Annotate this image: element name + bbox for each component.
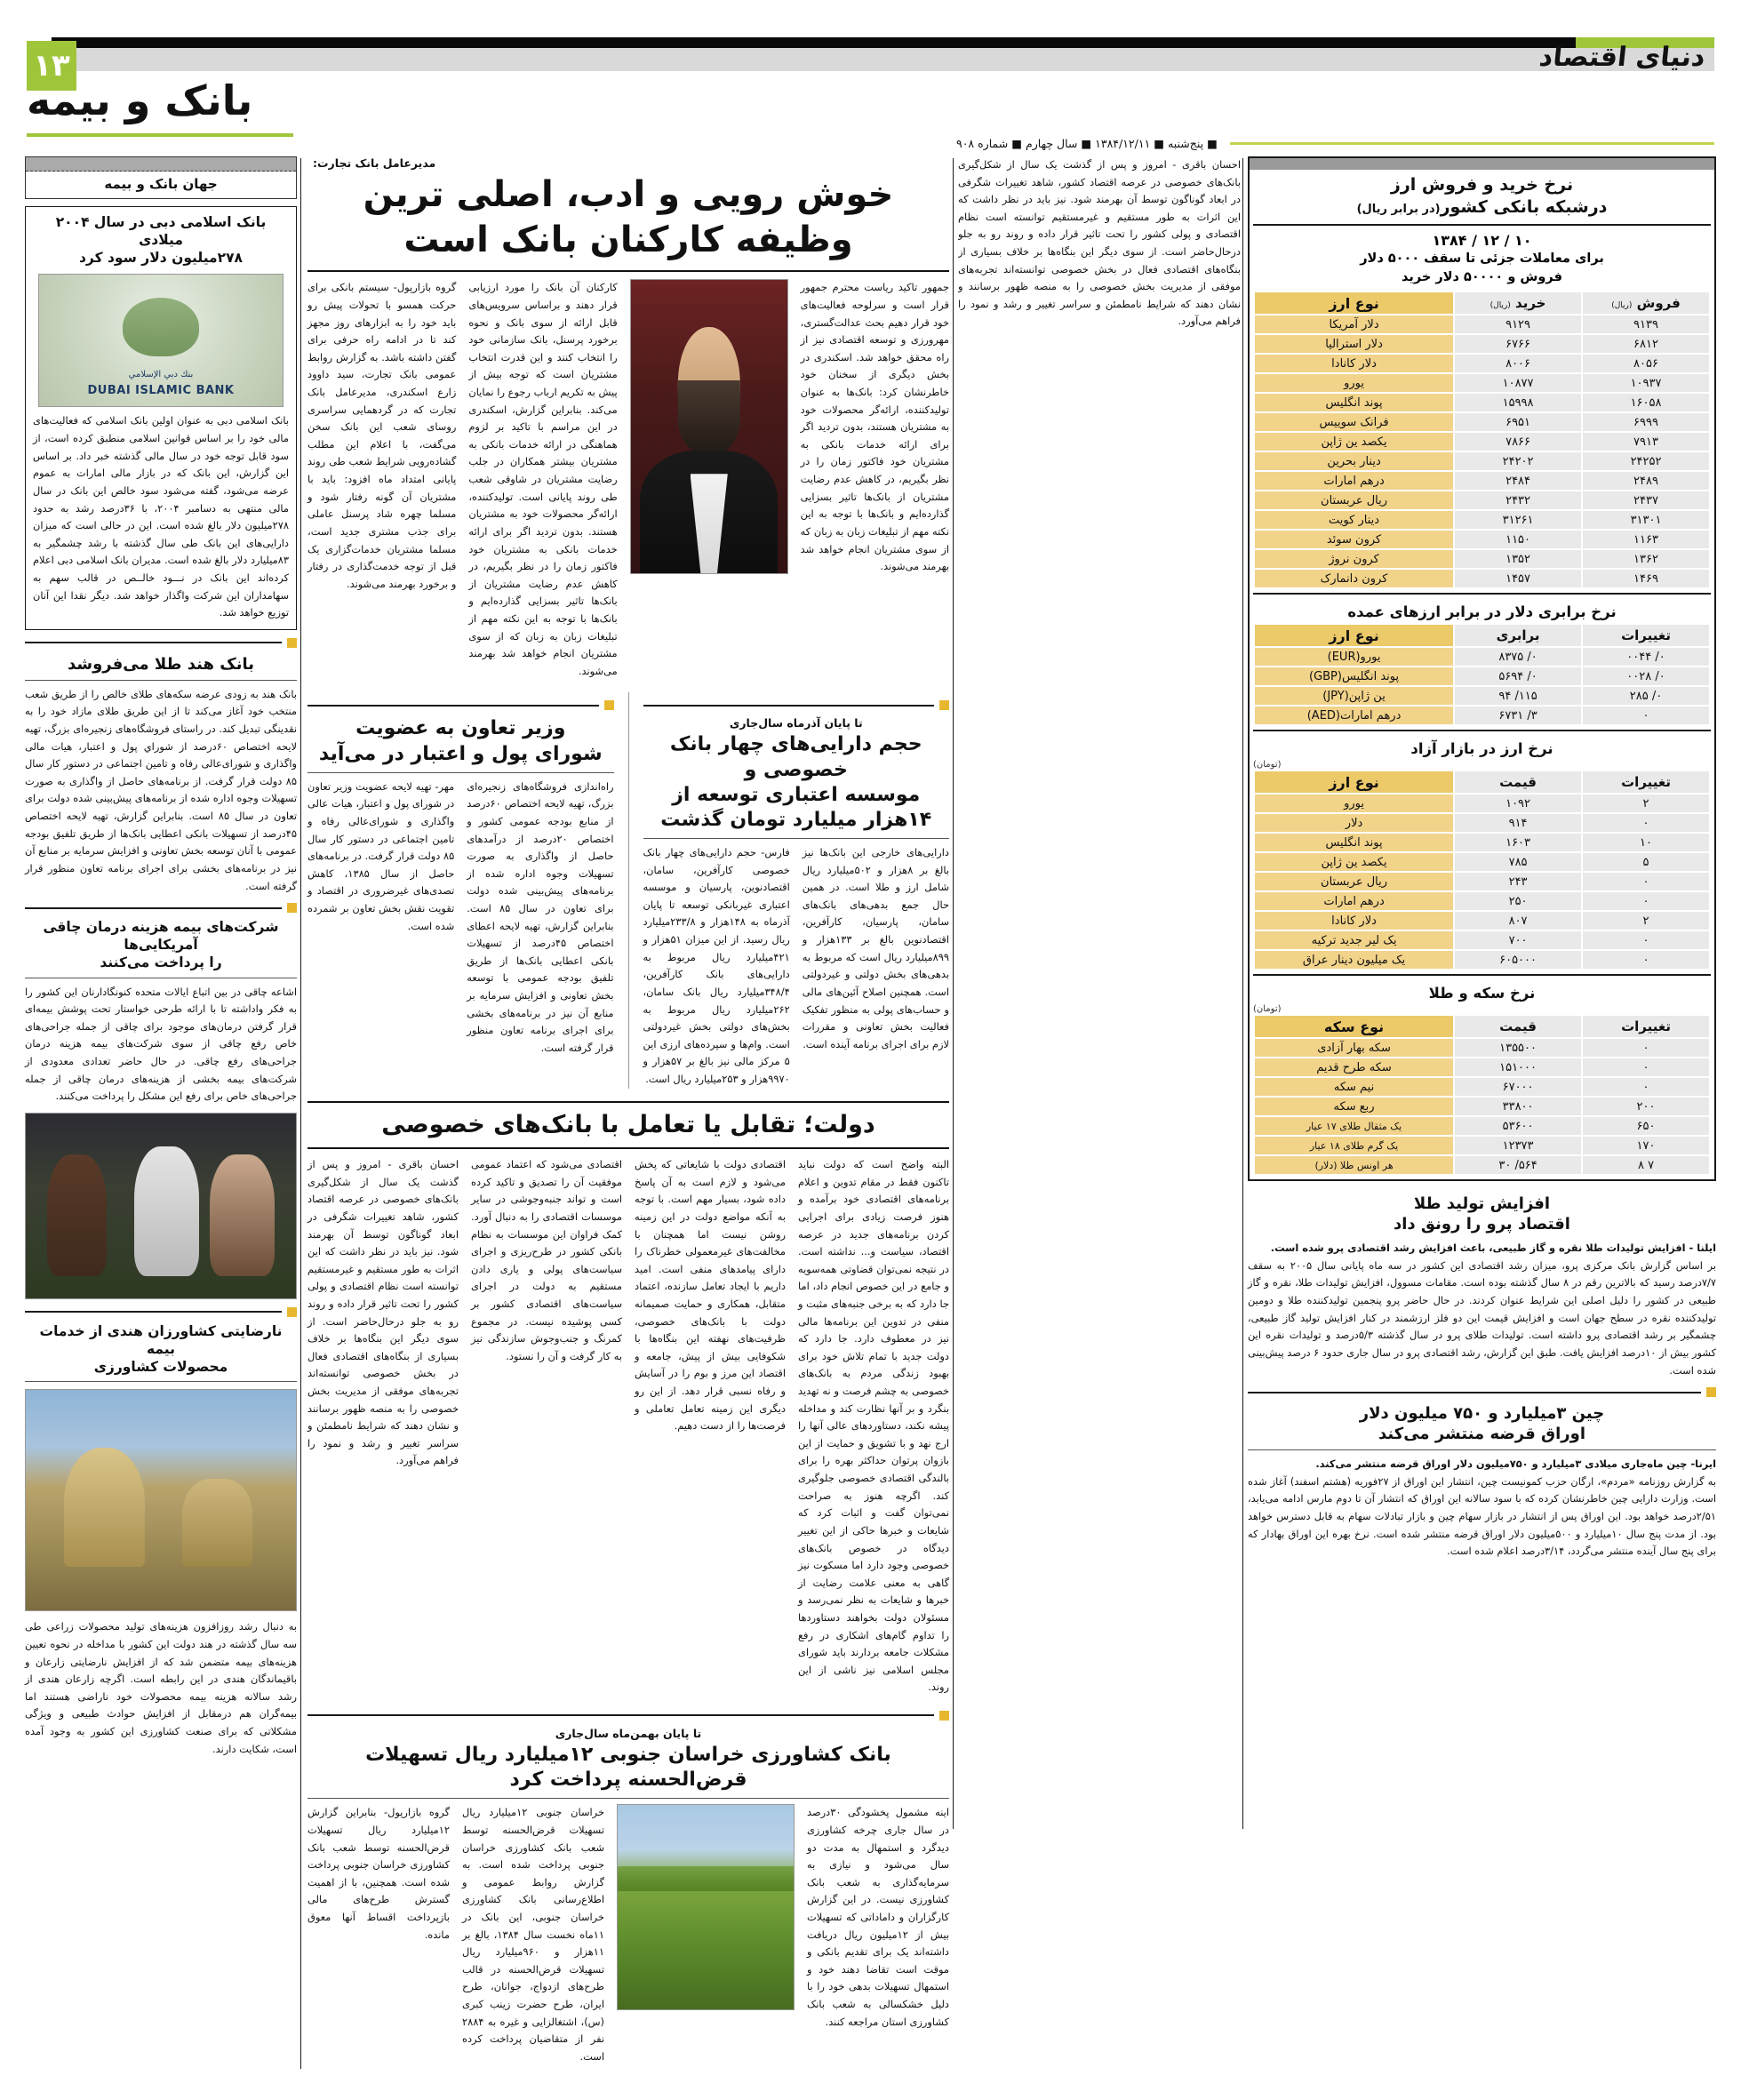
table-row (1255, 413, 1709, 431)
divider-left-6 (25, 1381, 297, 1382)
section-underline (27, 133, 293, 137)
cell-name: یورو (1255, 794, 1453, 812)
panel-separator (1253, 224, 1711, 226)
cell-change: ۰/ ۰۰۲۸ (1583, 667, 1709, 685)
cell-sell: ۶۹۹۹ (1583, 413, 1709, 431)
left-article-dib-headline-1: بانک اسلامی دبی در سال ۲۰۰۴ میلادی (55, 214, 267, 248)
cell-name: پوند انگلیس (1255, 834, 1453, 851)
cell-price: ۲۵۰ (1455, 892, 1581, 910)
cell-change: ۰ (1583, 873, 1709, 890)
divider-left-3 (25, 903, 297, 913)
table-row (1255, 1039, 1709, 1057)
table-row (1255, 834, 1709, 851)
divider-line (307, 705, 599, 707)
cell-change: ۵ (1583, 853, 1709, 871)
cell-sell: ۷۹۱۳ (1583, 433, 1709, 451)
article-peru-lead: ایلنا - افزایش تولیدات طلا نقره و گاز طبیعی، باعث افزایش رشد اقتصادی پرو شده است. (1270, 1242, 1716, 1255)
table-row (1255, 853, 1709, 871)
cell-sell: ۳۱۳۰۱ (1583, 511, 1709, 529)
left-article-farmers-headline-1: نارضایتی کشاورزان هندی از خدمات بیمه (39, 1322, 283, 1357)
cell-price: ۷۰۰ (1455, 931, 1581, 949)
cell-change: ۶۵۰ (1583, 1117, 1709, 1135)
currency-rates-note (1253, 250, 1711, 291)
cell-change: ۰ (1583, 1078, 1709, 1096)
free-market-title: نرخ ارز در بازار آزاد (1410, 740, 1553, 758)
cell-name: یک مثقال طلای ۱۷ عیار (1255, 1117, 1453, 1135)
cell-price: ۱۵۱۰۰۰ (1455, 1058, 1581, 1076)
cell-price: ۱۰۹۲ (1455, 794, 1581, 812)
cell-price: ۱۶۰۳ (1455, 834, 1581, 851)
photo-haystack-2 (182, 1479, 252, 1567)
divider-left-1 (25, 638, 297, 648)
photo-person-3 (210, 1154, 275, 1276)
parity-rows (1255, 648, 1709, 724)
article-peru-headline-1: افزایش تولید طلا (1413, 1194, 1551, 1214)
dib-arabic-name: بنك دبي الإسلامي (128, 370, 194, 380)
currency-rates-title-line1: نرخ خرید و فروش ارز (1390, 175, 1574, 195)
divider-center-2 (643, 838, 950, 839)
left-article-dib (25, 206, 297, 630)
center-column (307, 156, 949, 2065)
header-sell: فروش (ریال) (1583, 292, 1709, 314)
cell-change: ۰ (1583, 892, 1709, 910)
cell-change: ۲۰۰ (1583, 1098, 1709, 1115)
article-assets-col2: دارایی‌های خارجی این بانک‌ها نیز بالغ بر ۸هزار و ۵۰۲میلیارد ریال شامل ارز و طلا است. در همین حال جمع بدهی‌های بانک‌های سامان، پارسیان، کارآفرین، اقتصادنوین بالغ بر ۱۳۳هزار و ۸۹۹میلیارد ریال است که مربوط به بدهی‌های بخش دولتی و غیردولتی است. همچنین اصلاح آئین‌های مالی و حساب‌های پولی به منظور تفکیک فعالیت بخش تعاونی و مقررات لازم برای اجرای برنامه آینده است. (802, 846, 949, 1050)
cell-name: یک لیر جدید ترکیه (1255, 931, 1453, 949)
feature-col3: اقتصادی می‌شود که اعتماد عمومی موفقیت آن را تصدیق و تاکید کرده است و تواند جنبه‌وجوشی در سایر موسسات اقتصادی را به دنبال آورد. کمک فراوان این موسسات به نظام بانکی کشور در طرح‌ریزی و اجرای سیاست‌های پولی و یاری دادن مستقیم به دولت در اجرای سیاست‌های اقتصادی کشور بر کسی پوشیده نیست. در مجموع کمرنگ و جنب‌وجوش سازندگی نیز به کار گرفت و آن را نستود. (471, 1158, 622, 1362)
cell-parity: ۳/ ۶۷۳۱ (1455, 707, 1581, 724)
right-continuation-text: احسان باقری - امروز و پس از گذشت یک سال از شکل‌گیری بانک‌های خصوصی در عرصه اقتصاد کشور، شاهد تغییرات شگرفی در ابعاد گوناگون توسط آن بهرمند شود. نیز باید در نظر داشت که این اثرات به طور مستقیم و غیرمستقیم توانسته است نظام اقتصادی و پولی کشور را تحت تاثیر قرار داده و روند رو به جلو درحال‌حاضر است. از سوی دیگر این بنگاه‌ها بر خلاف بسیاری از بنگاه‌های اقتصادی فعال در بخش خصوصی توانسته‌اند تجربه‌های موفقی از مدیریت بخش خصوصی را به منصه ظهور برسانند و نشان دهند که شرایط نامطمئن و سراسر تغییر و رشد و نمود را فراهم می‌آورد. (958, 158, 1241, 328)
cell-sell: ۱۱۶۳ (1583, 531, 1709, 548)
cell-buy: ۲۴۸۴ (1455, 472, 1581, 490)
cell-buy: ۷۸۶۶ (1455, 433, 1581, 451)
bullet-square-icon (287, 903, 297, 913)
left-article-obesity-headline-2: را پرداخت می‌کنند (100, 954, 222, 970)
wheat-field-photo (617, 1804, 795, 2010)
cell-price: ۷۸۵ (1455, 853, 1581, 871)
table-row (1255, 315, 1709, 333)
divider-line (25, 907, 282, 909)
cell-name: ریال عربستان (1255, 873, 1453, 890)
table-row (1255, 394, 1709, 411)
rates-sidebar (1248, 156, 1716, 1561)
cell-sell: ۲۴۸۹ (1583, 472, 1709, 490)
header-currency-type: نوع ارز (1255, 625, 1453, 646)
left-article-farmers-body: به دنبال رشد روزافزون هزینه‌های تولید محصولات زراعی طی سه سال گذشته در هند دولت این کشور با مداخله در نحوه تعیین هزینه‌های بیمه متضمن شد که از افزایش نارضایتی زارعان و باقیماندگان هندی در این رابطه است. اگرچه زارعان هندی از رشد سالانه هزینه بیمه محصولات خود ناراضی هستند اما بیمه‌گران هم درمقابل از افزایش حوادث طبیعی و ویژگی مشکلاتی که برای صنعت کشاورزی این کشور به وجود آمده است، شکایت دارند. (25, 1620, 297, 1755)
currency-buy-sell-table (1253, 291, 1711, 589)
table-row (1255, 531, 1709, 548)
cell-name: هر اونس طلا (دلار) (1255, 1156, 1453, 1174)
left-section-box (25, 156, 297, 199)
cell-sell: ۱۶۰۵۸ (1583, 394, 1709, 411)
left-article-dib-body: بانک اسلامی دبی به عنوان اولین بانک اسلامی که فعالیت‌های مالی خود را بر اساس قوانین اسلامی منطبق کرده است، از سود قابل توجه خود در سال مالی گذشته خبر داد. بر اساس این گزارش، این بانک که در بازار مالی امارات به عموم عرضه می‌شود، گفته می‌شود سود خالص این بانک در سال مالی منتهی به دسامبر ۲۰۰۴، با ۳۶درصد رشد به حدود ۲۷۸میلیون دلار بالغ شده است. این در حالی است که میزان دارایی‌های این بانک طی سال گذشته با رشد چشمگیر به ۸۳میلیارد دلار بالغ شده است. مدیران بانک اسلامی دبی اعلام کرده‌اند این بانک در نـــود خالــص در قالب سهم به سهامداران این شرکت واگذار خواهد شد. دیگر نقدا این آنان توزیع خواهد شد. (33, 414, 289, 619)
divider-bottom-1 (307, 1711, 949, 1721)
page-number: ۱۳ (27, 41, 76, 91)
dib-bank-photo (38, 274, 284, 407)
article-minister-col1: مهر- تهیه لایحه عضویت وزیر تعاون در شورای پول و اعتبار، هیات عالی واگذاری و شورای‌عالی رفاه و تامین اجتماعی در دستور کار سال ۸۵ دولت قرار گرفت. در برنامه‌های حاصل از سال ۱۳۸۵، کاهش تصدی‌های غیرضروری در اقتصاد و تقویت نقش بخش تعاون بر شمرده شده است. (307, 779, 455, 932)
table-row (1255, 1137, 1709, 1154)
table-row (1255, 452, 1709, 470)
rule-left-center (300, 158, 301, 2069)
left-section-bar (26, 157, 296, 172)
table-row (1255, 570, 1709, 587)
table-row (1255, 335, 1709, 353)
feature-col2: اقتصادی دولت با شایعاتی که پخش می‌شود و لازم است به آن پاسخ داده شود، بسیار مهم است. با توجه به آنکه مواضع دولت در این زمینه روشن نیست اما همچنان با مخالفت‌های غیرمعمولی خطرناک را دارای پیامدهای منفی است. امید داریم با ایجاد تعامل سازنده، اعتماد متقابل، همکاری و حمایت صمیمانه دولت با بانک‌های خصوصی، ظرفیت‌های نهفته این بنگاه‌ها با شکوفایی بیش از پیش، جامعه و اقتصاد این مرز و بوم را در آسایش و رفاه نسبی قرار دهد. از این رو دیگری این زمینه تعامل تعاملی و فرصت‌ها را از دست دهیم. (635, 1158, 786, 1433)
feature-col4: احسان باقری - امروز و پس از گذشت یک سال از شکل‌گیری بانک‌های خصوصی در عرصه اقتصاد کشور، شاهد تغییرات شگرفی در ابعاد گوناگون توسط آن بهرمند شود. نیز باید در نظر داشت که این اثرات به طور مستقیم و غیرمستقیم توانسته است نظام اقتصادی و پولی کشور را تحت تاثیر قرار داده و روند رو به جلو درحال‌حاضر است. از سوی دیگر این بنگاه‌ها بر خلاف بسیاری از بنگاه‌های اقتصادی فعال در بخش خصوصی توانسته‌اند تجربه‌های موفقی از مدیریت بخش خصوصی را به منصه ظهور برسانند و نشان دهند که شرایط نامطمئن و سراسر تغییر و رشد و نمود را فراهم می‌آورد. (307, 1158, 459, 1467)
cell-name: کرون نروژ (1255, 550, 1453, 568)
cell-name: درهم امارات (1255, 892, 1453, 910)
cell-change: ۱۷۰ (1583, 1137, 1709, 1154)
cell-name: درهم امارات(AED) (1255, 707, 1453, 724)
cell-change: ۰ (1583, 1058, 1709, 1076)
header-coin-type: نوع سکه (1255, 1016, 1453, 1037)
cell-sell: ۲۴۲۵۲ (1583, 452, 1709, 470)
table-row (1255, 648, 1709, 666)
bullet-square-icon (287, 638, 297, 648)
article-minister-col2: راه‌اندازی فروشگاه‌های زنجیره‌ای بزرگ، تهیه لایحه اختصاص ۶۰درصد از منابع بودجه عمومی کشور و اختصاص ۲۰درصد از درآمدهای حاصل از واگذاری به صورت تسهیلات وجوه اداره شده از برنامه‌های پیش‌بینی شده دولت برای تعاون در سال ۸۵ است. بنابراین گزارش، تهیه لایحه اعطای اختصاص ۴۵درصد از تسهیلات بانکی اعطایی بانک‌ها از طریق تلفیق بودجه عمومی با توسعه بخش تعاونی و افزایش سرمایه بر منابع آن نیز در برنامه‌های بخشی برای اجرای برنامه تعاون منظور قرار گرفته است. (467, 779, 614, 1054)
left-article-dib-headline-2: ۲۷۸میلیون دلار سود کرد (78, 249, 244, 266)
coin-title: نرخ سکه و طلا (1428, 985, 1536, 1002)
cell-price: ۳۳۸۰۰ (1455, 1098, 1581, 1115)
cell-name: ین ژاپن(JPY) (1255, 687, 1453, 705)
cell-change: ۰/ ۰۰۴۴ (1583, 648, 1709, 666)
masthead-gray-bar (52, 48, 1714, 71)
portrait-beard (677, 380, 739, 457)
article-assets-headline-1: حجم دارایی‌های چهار بانک خصوصی و (669, 733, 922, 781)
left-article-india-gold-body: بانک هند به زودی عرضه سکه‌های طلای خالص را از طریق شعب منتخب خود آغاز می‌کند تا از این طریق طلای مازاد خود را به نقدینگی تبدیل کند. در راستای فروشگاه‌های زنجیره‌ای بزرگ، تهیه لایحه اختصاص ۶۰درصد از شوراي پول و اعتبار، هیات مالی واگذاری و شورای‌عالی رفاه و تامین اجتماعی در دستور کار سال ۸۵ دولت قرار گرفت. از برنامه‌های حاصل از واگذاری به صورت تسهیلات وجوه اداره شده از برنامه‌های پیش‌بینی شده دولت برای تعاون در سال ۸۵ است. بنابراین گزارش، تهیه لایحه اختصاص ۴۵درصد از تسهیلات بانکی اعطایی بانک‌ها از طریق تلفیق بودجه عمومی با آنان توسعه بخش تعاونی و افزایش سرمایه بر منابع آن نیز در برنامه‌های بخشی برای اجرای برنامه تعاون منظور قرار گرفته است. (25, 687, 297, 892)
divider-left-2 (25, 680, 297, 681)
bullet-square-icon (939, 700, 949, 710)
panel-separator-4 (1253, 974, 1711, 976)
bottom-article-col1: اینه مشمول پخشودگی ۳۰درصد در سال جاری چرخه کشاورزی دیدگرد و استمهال به مدت دو سال می‌شود و نیازی به سرمایه‌گذاری به شعب بانک کشاورزی نیست. در این گزارش کارگزاران و داماداتی که تسهیلات بیش از ۱۲میلیون ریال دریافت داشته‌اند یک برای تقدیم بانکی و موقت است تقاضا دهند خود و استمهال تسهیلات بدهی خود را با دلیل خشکسالی به شعب بانک کشاورزی استان مراجعه کنند. (807, 1806, 949, 2028)
cell-change: ۲ (1583, 794, 1709, 812)
cell-change: ۰ (1583, 814, 1709, 832)
table-row (1255, 687, 1709, 705)
panel-top-bar (1250, 158, 1714, 170)
cell-sell: ۱۰۹۳۷ (1583, 374, 1709, 392)
ceo-portrait-photo (630, 279, 788, 574)
divider-center-1 (643, 700, 950, 710)
cell-sell: ۱۳۶۲ (1583, 550, 1709, 568)
divider-line (25, 1311, 282, 1313)
cell-change: ۰ (1583, 707, 1709, 724)
main-article-col1: گروه بازارپول- سیستم بانکی برای حرکت همسو با تحولات پیش رو باید خود را به ابزارهای روز مجهز کند تا در ادامه راه حرفی برای گفتن داشته باشد. به گزارش روابط عمومی بانک تجارت، سید داوود زارع اسکندری، مدیرعامل بانک تجارت که در گردهمایی سراسری روسای شعب این بانک سخن می‌گفت، با اعلام این مطلب گشاده‌رویی شرایط شعب طی روند پایانی امتداد ماه افزود: باید با مشتریان آن گونه رفتار شود و مسلما چهره شاد پرسنل عاملی برای جذب مشتری جدید است، مسلما مشتریان خدمات‌گزاری یک قبل از توجه خدمت‌گذاری در رفتار و برخورد بهرمند می‌شوند. (307, 281, 457, 590)
cell-name: کرون سوئد (1255, 531, 1453, 548)
cell-name: یکصد ین ژاپن (1255, 433, 1453, 451)
header-price: قیمت (1455, 771, 1581, 793)
main-article-headline: خوش رویی و ادب، اصلی ترین وظیفه کارکنان بانک است (363, 174, 894, 261)
divider-far-1 (1248, 1387, 1716, 1397)
currency-rates-title (1253, 170, 1711, 220)
cell-change: ۰ (1583, 951, 1709, 969)
panel-separator-2 (1253, 593, 1711, 595)
cell-parity: ۱۱۵/ ۹۴ (1455, 687, 1581, 705)
cell-buy: ۱۱۵۰ (1455, 531, 1581, 548)
left-article-farmers-headline-2: محصولات کشاورزی (93, 1358, 228, 1375)
cell-change: ۲ (1583, 912, 1709, 930)
panel-separator-3 (1253, 730, 1711, 731)
rule-center-right (953, 158, 954, 1829)
divider-line (25, 642, 282, 643)
coin-unit: (تومان) (1253, 1004, 1282, 1015)
main-article-rule (307, 270, 949, 272)
table-row (1255, 511, 1709, 529)
cell-buy: ۱۴۵۷ (1455, 570, 1581, 587)
cell-price: ۵۳۶۰۰ (1455, 1117, 1581, 1135)
article-peru-headline-2: اقتصاد پرو را رونق داد (1394, 1215, 1570, 1234)
cell-sell: ۲۴۳۷ (1583, 491, 1709, 509)
cell-name: دلار کانادا (1255, 912, 1453, 930)
cell-name: دینار بحرین (1255, 452, 1453, 470)
cell-price: ۱۲۳۷۳ (1455, 1137, 1581, 1154)
article-china-bonds (1248, 1403, 1716, 1561)
cell-price: ۱۳۵۵۰۰ (1455, 1039, 1581, 1057)
rule-right-far (1242, 158, 1243, 1829)
cell-name: سکه طرح قدیم (1255, 1058, 1453, 1076)
bullet-square-icon (939, 1711, 949, 1721)
farmers-photo (25, 1389, 297, 1611)
bottom-article-col2: خراسان جنوبی ۱۲میلیارد ریال تسهیلات قرض‌الحسنه توسط شعب بانک کشاورزی خراسان جنوبی پرداخت شده است. به گزارش روابط عمومی و اطلاع‌رسانی بانک کشاورزی خراسان جنوبی، این بانک در ۱۱ماه نخست سال ۱۳۸۴، بالغ بر ۱۱هزار و ۹۶۰میلیارد ریال تسهیلات قرض‌الحسنه در قالب طرح‌های ازدواج، جوانان، طرح ایران، طرح حضرت زینب کبری (س)، اشتغالزایی و غیره به ۲۸۸۴ نفر از متقاضیان پرداخت کرده است. (462, 1806, 605, 2063)
bottom-article-col3: گروه بازارپول- بنابراین گزارش ۱۲میلیارد ریال تسهیلات قرض‌الحسنه توسط شعب بانک کشاورزی خراسان جنوبی پرداخت شده است. همچنین، با از اهمیت گسترش طرح‌های مالی بازپرداخت اقساط آنها معوق مانده. (307, 1806, 450, 1941)
currency-rates-title-line2: درشبکه بانکی کشور (1440, 197, 1608, 218)
cell-change: ۰/ ۲۸۵ (1583, 687, 1709, 705)
cell-name: پوند انگلیس(GBP) (1255, 667, 1453, 685)
cell-price: ۲۴۳ (1455, 873, 1581, 890)
masthead-black-bar (52, 37, 1576, 48)
table-row (1255, 667, 1709, 685)
table-row (1255, 1058, 1709, 1076)
table-row (1255, 1117, 1709, 1135)
cell-change: ۰ (1583, 1039, 1709, 1057)
cell-buy: ۳۱۲۶۱ (1455, 511, 1581, 529)
cell-parity: ۰/ ۸۳۷۵ (1455, 648, 1581, 666)
free-market-unit: (تومان) (1253, 760, 1282, 771)
currency-rows (1255, 315, 1709, 587)
cell-buy: ۶۷۶۶ (1455, 335, 1581, 353)
table-header-row (1255, 1016, 1709, 1037)
header-change: تغییرات (1583, 771, 1709, 793)
table-row (1255, 472, 1709, 490)
table-row (1255, 912, 1709, 930)
currency-rates-title-unit: (در برابر ریال) (1356, 203, 1441, 217)
main-article-col2: کارکنان آن بانک را مورد ارزیابی قرار دهند و براساس سرویس‌های قابل ارائه از سوی بانک و نحوه برخورد پرسنل، بانک سازمانی خود را انتخاب کنند و این قدرت انتخاب مشتریان است که توجه بیش از پیش به تکریم ارباب رجوع را نمایان می‌کند. بنابراین گزارش، اسکندری در این مراسم با تاکید بر لزوم هماهنگی در ارائه خدمات بانکی به مشتریان بیشتر همکاران در جلب رضایت مشتریان در شاوقی شعب طی روند پایانی است. تولیدکننده، ارائه‌گر محصولات خود به مشتریان هستند. بدون تردید اگر برای ارائه خدمات بانکی به مشتریان خود فاکتور زمان را در نظر بگیریم، در کاهش عدم رضایت مشتریان از بانک‌ها تاثیر بسزایی گذارده‌ایم و بانک‌ها با توجه به این نکته مهم از تبلیغات زبان به زبان که از سوی مشتریان انجام خواهد شد بهرمند می‌شوند. (468, 281, 618, 677)
cell-buy: ۱۳۵۲ (1455, 550, 1581, 568)
feature-rule-top (307, 1101, 949, 1103)
cell-name: کرون دانمارک (1255, 570, 1453, 587)
cell-name: دلار کانادا (1255, 355, 1453, 372)
article-peru-gold (1248, 1194, 1716, 1379)
article-china-body: به گزارش روزنامه «مردم»، ارگان حزب کمونیست چین، انتشار این اوراق از ۲۷فوریه (هشتم اسفند) آغاز شده است. وزارت دارایی چین خاطرنشان کرده که با سود سالانه این اوراق که انتشار آن تا دوم مارس ادامه می‌یابد، ۲/۵۱درصد خواهد بود. این اوراق پس از انتشار در بازار سهام چین و بازار تبادلات سهام به قابل دسترس خواهد بود. از مدت پنج سال ۱۰میلیارد و ۵۰۰میلیون دلار اوراق قرضه منتشر شده است. نرخ بهره این اوراق بهادار که برای پنج سال آینده منتشر می‌گردد، ۳/۱۴درصد اعلام شده است. (1248, 1474, 1716, 1558)
coin-rows (1255, 1039, 1709, 1174)
article-assets-kicker: تا پایان آذرماه سال‌جاری (729, 716, 863, 731)
header-change: تغییرات (1583, 1016, 1709, 1037)
left-section-label: جهان بانک و بیمه (104, 176, 218, 192)
coin-gold-table (1253, 1014, 1711, 1176)
header-parity: برابری (1455, 625, 1581, 646)
cell-name: دلار (1255, 814, 1453, 832)
cell-change: ۱۰ (1583, 834, 1709, 851)
article-china-lead: ایرنا- چین ماه‌جاری میلادی ۳میلیارد و ۷۵۰میلیون دلار اوراق قرضه منتشر می‌کند. (1315, 1457, 1716, 1471)
divider-center-3 (307, 700, 614, 710)
left-article-obesity-headline-1: شرکت‌های بیمه هزینه درمان چاقی آمریکایی‌ها (43, 919, 279, 953)
divider-line (643, 705, 935, 707)
cell-sell: ۸۰۵۶ (1583, 355, 1709, 372)
cell-buy: ۱۵۹۹۸ (1455, 394, 1581, 411)
cell-name: یک گرم طلای ۱۸ عیار (1255, 1137, 1453, 1154)
currency-rates-date: ۱۰ / ۱۲ / ۱۳۸۴ (1432, 232, 1532, 250)
left-article-india-gold-headline: بانک هند طلا می‌فروشد (68, 654, 254, 674)
cell-parity: ۰/ ۵۶۹۴ (1455, 667, 1581, 685)
article-china-headline-1: چین ۳میلیارد و ۷۵۰ میلیون دلار (1359, 1404, 1605, 1424)
bottom-article-kicker: تا پایان بهمن‌ماه سال‌جاری (555, 1726, 702, 1740)
cell-sell: ۶۸۱۲ (1583, 335, 1709, 353)
parity-title: نرخ برابری دلار در برابر ارزهای عمده (1347, 603, 1617, 621)
cell-name: سکه بهار آزادی (1255, 1039, 1453, 1057)
dib-logo-icon (123, 298, 199, 356)
article-assets-col1: فارس- حجم دارایی‌های چهار بانک خصوصی کارآفرین، سامان، اقتصادنوین، پارسیان و موسسه اعتباری غیربانکی توسعه تا پایان آذرماه به ۱۴۸هزار و ۲۳۳/۸میلیارد ریال رسید. از این میزان ۵۱هزار و ۴۲۱میلیارد ریال مربوط به دارایی‌های بانک کارآفرین، ۳۴۸/۴میلیارد ریال بانک سامان، ۲۶۲میلیارد ریال مربوط به بخش‌های دولتی بخش غیردولتی است. وام‌ها و سپرده‌های ارزی این ۵ مرکز مالی نیز بالغ بر ۵۷هزار و ۹۹۷۰هزار و ۲۵۳میلیارد ریال است. (643, 846, 790, 1085)
bullet-square-icon (604, 700, 614, 710)
table-row (1255, 892, 1709, 910)
table-row (1255, 433, 1709, 451)
table-row (1255, 1156, 1709, 1174)
cell-name: دلار آمریکا (1255, 315, 1453, 333)
feature-headline: دولت؛ تقابل یا تعامل با بانک‌های خصوصی (381, 1110, 875, 1138)
table-row (1255, 931, 1709, 949)
currency-rates-note-line1: برای معاملات جزئی تا سقف ۵۰۰۰ دلار (1360, 252, 1604, 267)
divider-line (1248, 1392, 1701, 1393)
bottom-article-headline: بانک کشاورزی خراسان جنوبی ۱۲میلیارد ریال تسهیلات قرض‌الحسنه پرداخت کرد (365, 1743, 891, 1792)
cell-name: فرانک سوییس (1255, 413, 1453, 431)
cell-price: ۸۰۷ (1455, 912, 1581, 930)
article-minister-block (307, 692, 629, 1088)
bullet-square-icon (287, 1307, 297, 1317)
divider-line (307, 1714, 934, 1716)
section-title: بانک و بیمه (27, 76, 253, 124)
cell-price: ۶۷۰۰۰ (1455, 1078, 1581, 1096)
table-row (1255, 1098, 1709, 1115)
cell-change: ۰ (1583, 931, 1709, 949)
cell-buy: ۶۹۵۱ (1455, 413, 1581, 431)
table-row (1255, 814, 1709, 832)
cell-change: ۷ ۸ (1583, 1156, 1709, 1174)
cell-buy: ۱۰۸۷۷ (1455, 374, 1581, 392)
header-change: تغییرات (1583, 625, 1709, 646)
article-minister-headline-1: وزیر تعاون به عضویت (355, 717, 566, 740)
article-peru-body: بر اساس گزارش بانک مرکزی پرو، میزان رشد اقتصادی این کشور در سه ماه پایانی سال ۲۰۰۵ به سقف ۷/۷درصد رسید که بالاترین رقم در ۸ سال گذشته بوده است. مقامات مسوول، افزایش تولیدات طلا، نقره و گاز طبیعی در کشور را دلیل اصلی این شرایط عنوان کردند. در حال حاضر پرو پنجمین تولیدکننده طلا و دومین تولیدکننده نقره در سطح جهان است و افزایش قیمت این دو فلز ارزشمند در کنار افزایش تولید گاز طبیعی، چشمگیر بر رشد اقتصادی پرو داشته است. تولیدات طلای پرو در سال گذشته ۵/۳درصد و تولیدات نقره این کشور بیش از ۱۰درصد افزایش یافت. طبق این گزارش، رشد اقتصادی پرو در سال جاری حدود ۶ درصد پیش‌بینی شده است. (1248, 1258, 1716, 1377)
cell-sell: ۱۴۶۹ (1583, 570, 1709, 587)
cell-buy: ۸۰۰۶ (1455, 355, 1581, 372)
cell-name: ربع سکه (1255, 1098, 1453, 1115)
article-minister-headline-2: شورای پول و اعتبار در می‌آید (318, 742, 603, 765)
article-china-headline-2: اوراق قرضه منتشر می‌کند (1378, 1425, 1585, 1444)
table-row (1255, 794, 1709, 812)
cell-price: ۶۰۵۰۰۰ (1455, 951, 1581, 969)
cell-name: یورو (1255, 374, 1453, 392)
cell-buy: ۲۴۳۲ (1455, 491, 1581, 509)
free-market-rows (1255, 794, 1709, 969)
cell-name: یک میلیون دینار عراق (1255, 951, 1453, 969)
divider-far-2 (1248, 1449, 1716, 1450)
article-assets-block (643, 692, 950, 1088)
dateline-text: ■ پنج‌شنبه ■ ۱۳۸۴/۱۲/۱۱ ■ سال چهارم ■ شماره ۹۰۸ (956, 136, 1218, 150)
cell-buy: ۹۱۲۹ (1455, 315, 1581, 333)
divider-bottom-2 (307, 1798, 949, 1799)
cell-name: ریال عربستان (1255, 491, 1453, 509)
dib-english-name: DUBAI ISLAMIC BANK (87, 384, 235, 398)
table-row (1255, 707, 1709, 724)
cell-name: یورو(EUR) (1255, 648, 1453, 666)
bullet-square-icon (1706, 1387, 1716, 1397)
article-assets-headline-2: موسسه اعتباری توسعه از ۱۴هزار میلیارد تومان گذشت (660, 783, 932, 831)
table-row (1255, 1078, 1709, 1096)
table-row (1255, 951, 1709, 969)
left-article-obesity-body: اشاعه چاقی در بین اتباع ایالات متحده کنونگادارنان این کشور را به فکر واداشته تا با ارائه طرحی خواستار تحت پوشش بیمه‌ای قرار گرفتن درمان‌های موجود برای چاقی از جمله جراحی‌های خاص رفع چاقی از سوی شرکت‌های بیمه هزینه درمان جراحی‌های رفع چاقی. در حال حاضر تعدادی معدودی از شرکت‌های بیمه بخشی از هزینه‌های درمان چاقی از جمله جراحی‌های خاص برای رفع این مشکل را پرداخت می‌کنند. (25, 985, 297, 1103)
dateline-rule (1230, 142, 1714, 145)
table-row (1255, 374, 1709, 392)
dateline (951, 133, 1714, 153)
cell-name: دینار کویت (1255, 511, 1453, 529)
cell-price: ۹۱۴ (1455, 814, 1581, 832)
cell-name: یکصد ین ژاپن (1255, 853, 1453, 871)
obesity-photo (25, 1113, 297, 1299)
free-market-table (1253, 770, 1711, 970)
cell-name: دلار استرالیا (1255, 335, 1453, 353)
table-header-row (1255, 771, 1709, 793)
currency-rates-note-line2: فروش و ۵۰۰۰۰ دلار خرید (1402, 270, 1562, 285)
paper-logo: دنیای اقتصاد (1537, 42, 1707, 73)
header-currency-type: نوع ارز (1255, 292, 1453, 314)
right-continuation-column (958, 156, 1241, 1738)
table-row (1255, 873, 1709, 890)
main-article-kicker: مدیرعامل بانک تجارت: (313, 156, 436, 170)
header-buy: خرید (ریال) (1455, 292, 1581, 314)
cell-buy: ۲۴۲۰۲ (1455, 452, 1581, 470)
cell-price: ۵۶۴/ ۳۰ (1455, 1156, 1581, 1174)
parity-table (1253, 623, 1711, 726)
divider-center-4 (307, 772, 614, 773)
table-row (1255, 550, 1709, 568)
table-row (1255, 491, 1709, 509)
cell-name: نیم سکه (1255, 1078, 1453, 1096)
feature-col1: البته واضح است که دولت نباید تاکنون فقط در مقام تدوین و اعلام برنامه‌های اقتصادی خود برآمده و هنوز فرصت زیادی برای اجرایی کردن برنامه‌های جدید در عرصه اقتصاد، سیاست و... نداشته است. در نتیجه نمی‌توان قضاوتی همه‌سویه و جامع در این خصوص انجام داد، اما جا دارد که به برخی جنبه‌های مثبت و منفی در تدوین این برنامه‌ها مالی نیز در معطوف دارد. جا دارد که دولت جدید با تمام تلاش خود برای بهبود زندگی مردم به بانک‌های خصوصی به چشم فرصت و نه تهدید بنگرد و بر آنها نظارت کند و مداخله پیشه نکند، دستاوردهای عالی آنها را ارج نهد و با تشویق و حمایت از این بازوان پرتوان حداکثر بهره را برای بالندگی اقتصادی خصوصی جلوگیری کند. اگرچه هنوز به صراحت نمی‌توان گفت و اثبات کرد که شایعات و خبرها حاکی از این تغییر دیدگاه در خصوص بانک‌های خصوصی وجود دارد اما مسکوت نیز گاهی به معنی علامت رضایت از خبرها و شایعات به نظر نمی‌رسد و مسئولان دولت بخواهند دستاوردها را تداوم گام‌های اشکاری در رفع مشکلات جامعه بردارند باید شورای مجلس اسلامی نیز ناشی از این روند. (798, 1158, 949, 1694)
masthead (0, 37, 1741, 84)
table-row (1255, 355, 1709, 372)
divider-left-5 (25, 1307, 297, 1317)
left-sidebar (25, 156, 297, 1758)
cell-name: درهم امارات (1255, 472, 1453, 490)
feature-rule-bottom (307, 1147, 949, 1149)
table-header-row (1255, 625, 1709, 646)
header-price: قیمت (1455, 1016, 1581, 1037)
cell-name: پوند انگلیس (1255, 394, 1453, 411)
currency-rates-panel (1248, 156, 1716, 1181)
main-article-col3: جمهور تاکید ریاست محترم جمهور قرار است و سرلوحه فعالیت‌های خود قرار دهیم بحث عدالت‌گستری، مهرورزی و توسعه اقتصادی نیز از راه محقق خواهد شد. اسکندری در بخش دیگری از سخنان خود خاطرنشان کرد: بانک‌ها به عنوان تولیدکننده، ارائه‌گر محصولات خود به مشتریان هستند، بدون تردید اگر برای ارائه خدمات بانکی به مشتریان خود فاکتور زمان را در نظر بگیریم، در کاهش عدم رضایت مشتریان از بانک‌ها تاثیر بسزایی گذارده‌ایم و بانک‌ها با توجه به این نکته مهم از تبلیغات زبان به زبان که از سوی مشتریان انجام خواهد شد بهرمند می‌شوند. (800, 281, 949, 573)
cell-sell: ۹۱۳۹ (1583, 315, 1709, 333)
header-currency-type: نوع ارز (1255, 771, 1453, 793)
table-header-row (1255, 292, 1709, 314)
photo-haystack-1 (64, 1448, 145, 1567)
